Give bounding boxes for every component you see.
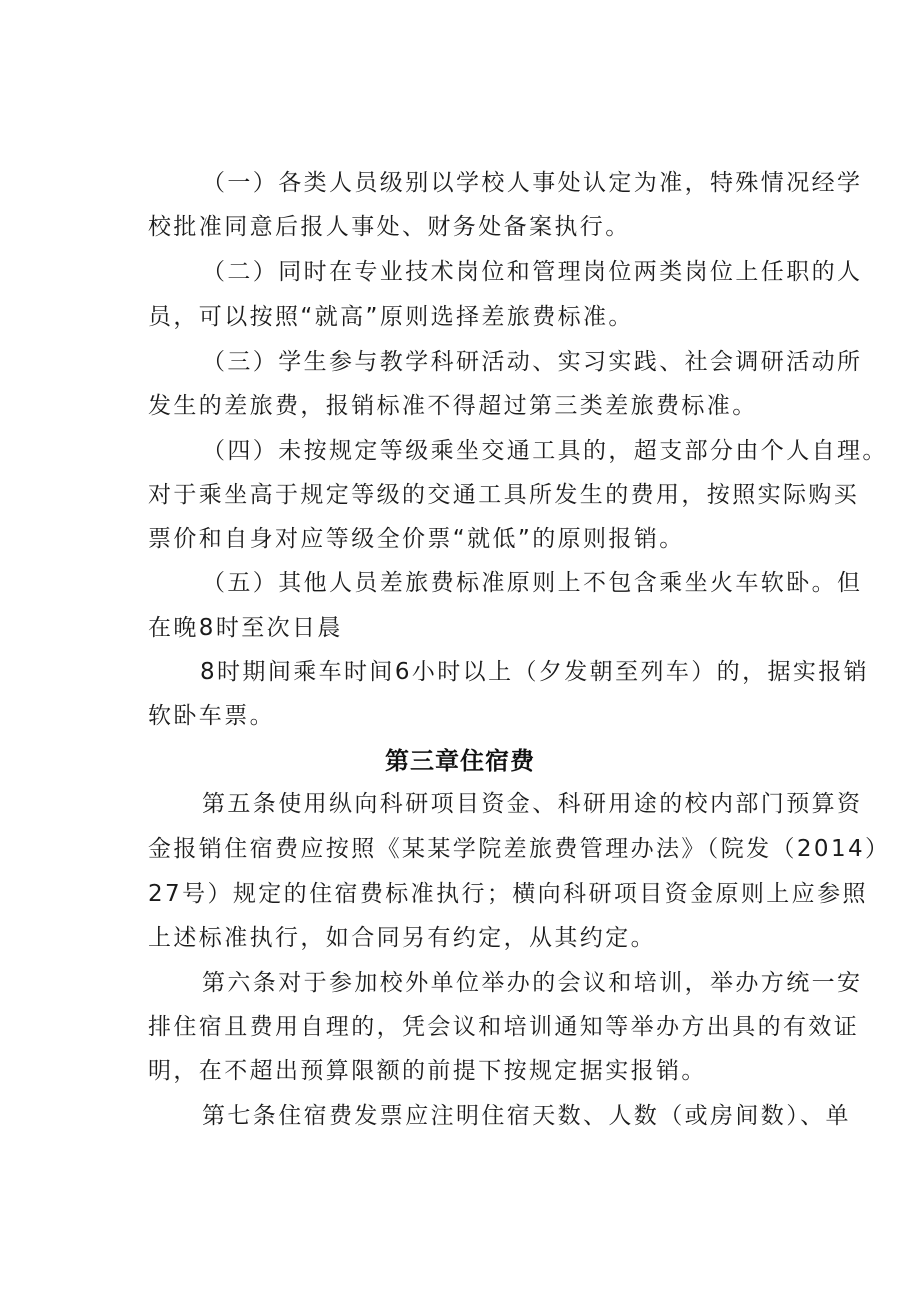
paragraph-line: （三）学生参与教学科研活动、实习实践、社会调研活动所 — [202, 349, 863, 375]
paragraph-line: 明，在不超出预算限额的前提下按规定据实报销。 — [148, 1058, 707, 1084]
paragraph-line: 8时期间乘车时间6小时以上（夕发朝至列车）的，据实报销 — [200, 659, 870, 685]
paragraph-line: 员，可以按照“就高”原则选择差旅费标准。 — [148, 304, 634, 330]
paragraph-line: 上述标准执行，如合同另有约定，从其约定。 — [148, 925, 656, 951]
paragraph-line: 第六条对于参加校外单位举办的会议和培训，举办方统一安 — [202, 970, 863, 996]
paragraph-line: 软卧车票。 — [148, 703, 275, 729]
paragraph-line: 校批准同意后报人事处、财务处备案执行。 — [148, 214, 631, 240]
paragraph-line: 第七条住宿费发票应注明住宿天数、人数（或房间数）、单 — [202, 1103, 851, 1129]
paragraph-line: （四）未按规定等级乘坐交通工具的，超支部分由个人自理。 — [202, 438, 888, 464]
paragraph-line: 对于乘坐高于规定等级的交通工具所发生的费用，按照实际购买 — [148, 482, 860, 508]
paragraph-line: （五）其他人员差旅费标准原则上不包含乘坐火车软卧。但 — [202, 570, 863, 596]
paragraph-line: 在晚8时至次日晨 — [148, 615, 343, 641]
chapter-heading: 第三章住宿费 — [385, 747, 535, 775]
paragraph-line: （二）同时在专业技术岗位和管理岗位两类岗位上任职的人 — [202, 259, 863, 285]
paragraph-line: 票价和自身对应等级全价票“就低”的原则报销。 — [148, 526, 685, 552]
paragraph-line: （一）各类人员级别以学校人事处认定为准，特殊情况经学 — [202, 170, 863, 196]
paragraph-line: 金报销住宿费应按照《某某学院差旅费管理办法》（院发（2014） — [148, 836, 891, 862]
paragraph-line: 发生的差旅费，报销标准不得超过第三类差旅费标准。 — [148, 393, 758, 419]
paragraph-line: 第五条使用纵向科研项目资金、科研用途的校内部门预算资 — [202, 791, 863, 817]
paragraph-line: 排住宿且费用自理的，凭会议和培训通知等举办方出具的有效证 — [148, 1014, 860, 1040]
paragraph-line: 27号）规定的住宿费标准执行；横向科研项目资金原则上应参照 — [148, 881, 868, 907]
